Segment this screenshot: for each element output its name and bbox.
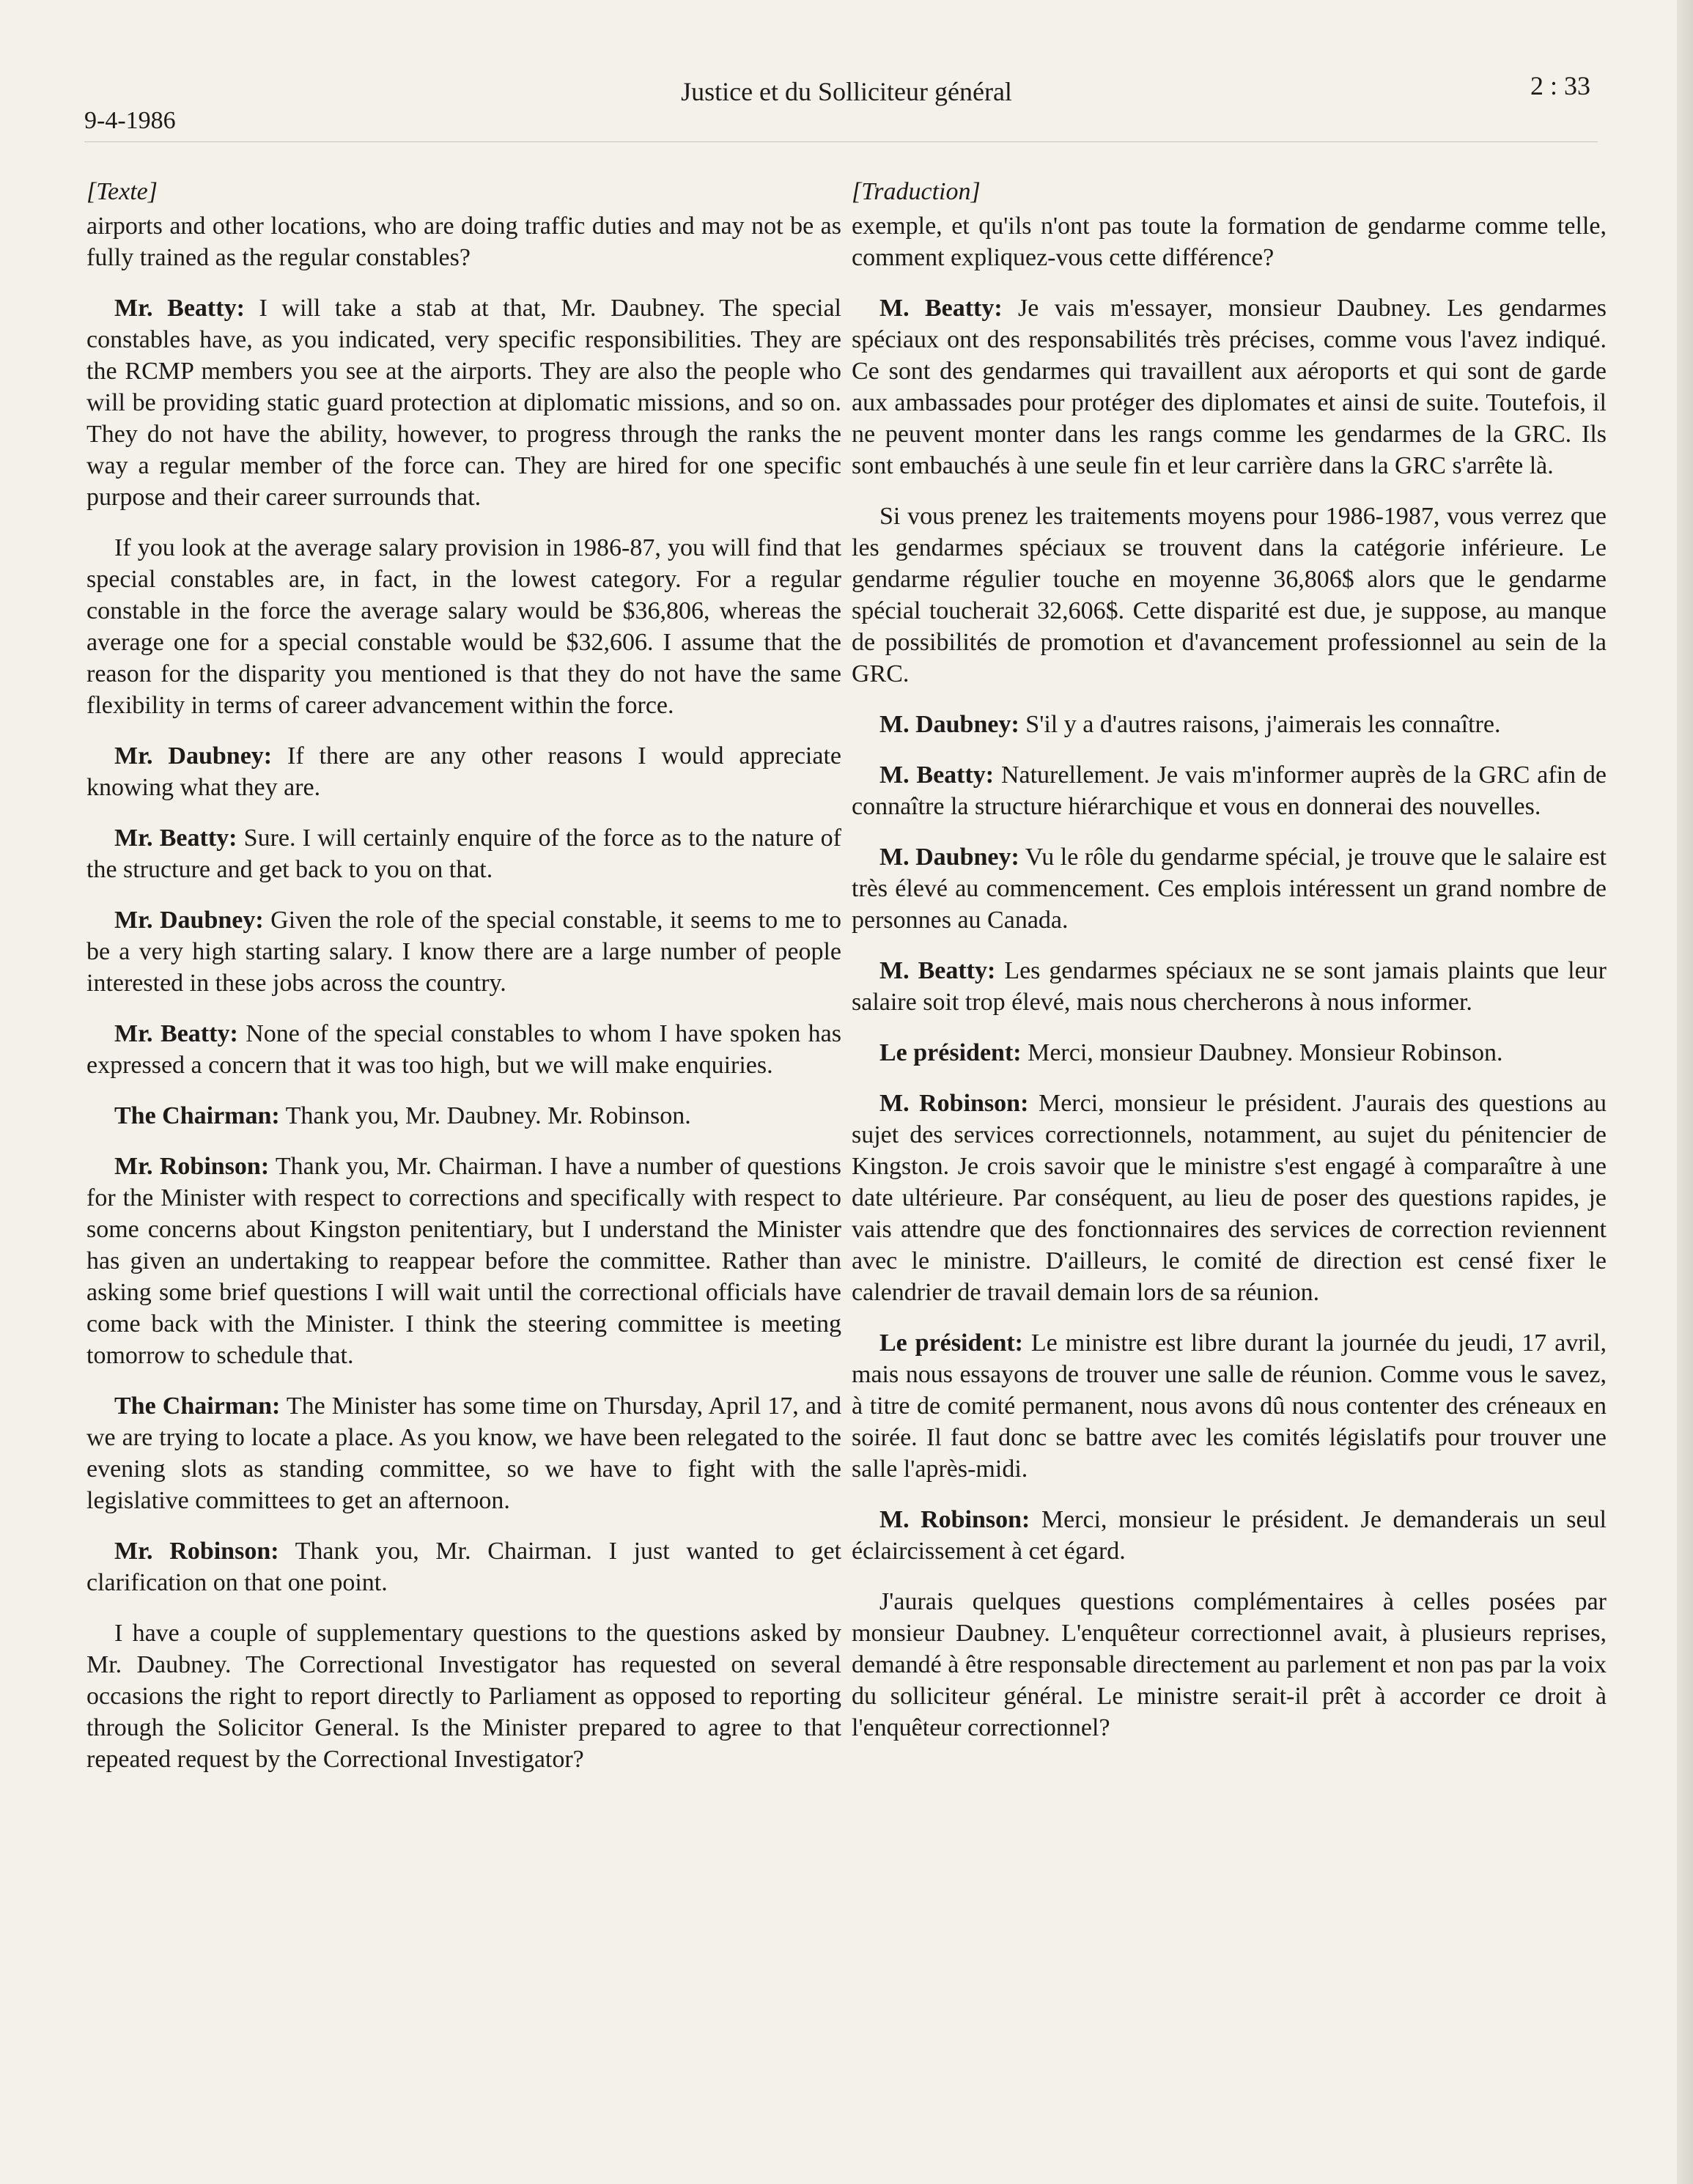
speaker-name: Mr. Beatty: [114, 824, 237, 852]
transcript-paragraph: M. Daubney: S'il y a d'autres raisons, j'aimerais les connaître. [879, 711, 1501, 738]
english-column [86, 176, 841, 1794]
column-label-traduction: [Traduction] [852, 178, 981, 205]
transcript-paragraph: Mr. Beatty: None of the special constables to whom I have spoken has expressed a concern that it was too high, but we will make enquiries. [86, 1020, 842, 1079]
french-column [852, 176, 1607, 1763]
speaker-name: Mr. Beatty: [114, 1020, 238, 1047]
speaker-name: Le président: [879, 1039, 1022, 1066]
transcript-paragraph: Mr. Robinson: Thank you, Mr. Chairman. I just wanted to get clarification on that one point. [86, 1538, 841, 1596]
transcript-paragraph: The Chairman: Thank you, Mr. Daubney. Mr. Robinson. [114, 1102, 691, 1129]
transcript-paragraph: Mr. Robinson: Thank you, Mr. Chairman. I have a number of questions for the Minister with respect to corrections and specifically with respect to some concerns about Kingston penitentiary, but I understand the Minister has given an undertaking to reappear before the committee. Rather than asking some brief questions I will wait until the correctional officials have come back with the Minister. I think the steering committee is meeting tomorrow to schedule that. [86, 1153, 841, 1369]
running-header [0, 70, 1693, 134]
speaker-name: Mr. Robinson: [114, 1153, 270, 1180]
speaker-name: M. Beatty: [879, 295, 1003, 322]
transcript-paragraph: The Chairman: The Minister has some time on Thursday, April 17, and we are trying to locate a place. As you know, we have been relegated to the evening slots as standing committee, so we have to fight with the legislative committees to get an afternoon. [86, 1392, 841, 1514]
column-label-texte: [Texte] [86, 178, 158, 205]
transcript-paragraph: J'aurais quelques questions complémentaires à celles posées par monsieur Daubney. L'enquêteur correctionnel avait, à plusieurs reprises, demandé à être responsable directement au parlement et non pas par la voix du solliciteur général. Le ministre serait-il prêt à accorder ce droit à l'enquêteur correctionnel? [852, 1588, 1607, 1741]
transcript-paragraph: airports and other locations, who are doing traffic duties and may not be as fully trained as the regular constables? [86, 213, 841, 271]
transcript-paragraph: Mr. Beatty: Sure. I will certainly enquire of the force as to the nature of the structure and get back to you on that. [86, 824, 842, 883]
transcript-paragraph: M. Beatty: Naturellement. Je vais m'informer auprès de la GRC afin de connaître la structure hiérarchique et vous en donnerai des nouvelles. [852, 761, 1607, 820]
transcript-paragraph: M. Beatty: Les gendarmes spéciaux ne se sont jamais plaints que leur salaire soit trop élevé, mais nous chercherons à nous informer. [852, 957, 1607, 1016]
transcript-paragraph: M. Beatty: Je vais m'essayer, monsieur Daubney. Les gendarmes spéciaux ont des responsabilités très précises, comme vous l'avez indiqué. Ce sont des gendarmes qui travaillent aux aéroports et qui sont de garde aux ambassades pour protéger des diplomates et ainsi de suite. Toutefois, il ne peuvent monter dans les rangs comme les gendarmes de la GRC. Ils sont embauchés à une seule fin et leur carrière dans la GRC s'arrête là. [852, 295, 1607, 479]
speaker-name: M. Robinson: [879, 1090, 1029, 1117]
speaker-name: Mr. Beatty: [114, 295, 245, 322]
speaker-name: M. Robinson: [879, 1506, 1030, 1533]
header-title: Justice et du Solliciteur général [681, 77, 1012, 106]
speaker-name: Mr. Daubney: [114, 742, 273, 770]
page-number: 2 : 33 [1530, 71, 1590, 100]
transcript-paragraph: exemple, et qu'ils n'ont pas toute la formation de gendarme comme telle, comment expliquez-vous cette différence? [852, 213, 1607, 271]
transcript-paragraph: Si vous prenez les traitements moyens pour 1986-1987, vous verrez que les gendarmes spéciaux se trouvent dans la catégorie inférieure. Le gendarme régulier touche en moyenne 36,806$ alors que le gendarme spécial toucherait 32,606$. Cette disparité est due, je suppose, au manque de possibilités de promotion et d'avancement professionnel au sein de la GRC. [852, 503, 1607, 687]
transcript-paragraph: M. Daubney: Vu le rôle du gendarme spécial, je trouve que le salaire est très élevé au commencement. Ces emplois intéressent un grand nombre de personnes au Canada. [852, 844, 1607, 934]
speaker-name: The Chairman: [114, 1102, 280, 1129]
header-date: 9-4-1986 [84, 107, 176, 134]
speaker-name: M. Daubney: [879, 711, 1019, 738]
speaker-name: Le président: [879, 1329, 1023, 1357]
transcript-paragraph: Mr. Beatty: I will take a stab at that, Mr. Daubney. The special constables have, as you indicated, very specific responsibilities. They are the RCMP members you see at the airports. They are also the people who will be providing static guard protection at diplomatic missions, and so on. They do not have the ability, however, to progress through the ranks the way a regular member of the force can. They are hired for one specific purpose and their career surrounds that. [86, 295, 841, 511]
header-rule [84, 141, 1598, 142]
speaker-name: M. Beatty: [879, 957, 996, 984]
speaker-name: M. Beatty: [879, 761, 995, 789]
transcript-paragraph: If you look at the average salary provision in 1986-87, you will find that special constables are, in fact, in the lowest category. For a regular constable in the force the average salary would be $36,806, whereas the average one for a special constable would be $32,606. I assume that the reason for the disparity you mentioned is that they do not have the same flexibility in terms of career advancement within the force. [86, 534, 841, 719]
speaker-name: The Chairman: [114, 1392, 281, 1420]
speaker-name: Mr. Daubney: [114, 907, 264, 934]
speaker-name: Mr. Robinson: [114, 1538, 279, 1565]
page-edge-shadow [1677, 0, 1693, 2184]
transcript-paragraph: Le président: Le ministre est libre durant la journée du jeudi, 17 avril, mais nous essayons de trouver une salle de réunion. Comme vous le savez, à titre de comité permanent, nous avons dû nous contenter des créneaux en soirée. Il faut donc se battre avec les comités législatifs pour trouver une salle l'après-midi. [852, 1329, 1607, 1483]
transcript-paragraph: Le président: Merci, monsieur Daubney. Monsieur Robinson. [879, 1039, 1503, 1066]
transcript-paragraph: M. Robinson: Merci, monsieur le président. Je demanderais un seul éclaircissement à cet égard. [852, 1506, 1607, 1565]
transcript-paragraph: I have a couple of supplementary questions to the questions asked by Mr. Daubney. The Correctional Investigator has requested on several occasions the right to report directly to Parliament as opposed to reporting through the Solicitor General. Is the Minister prepared to agree to that repeated request by the Correctional Investigator? [86, 1620, 841, 1773]
transcript-paragraph: Mr. Daubney: If there are any other reasons I would appreciate knowing what they are. [86, 742, 841, 801]
transcript-paragraph: Mr. Daubney: Given the role of the special constable, it seems to me to be a very high starting salary. I know there are a large number of people interested in these jobs across the country. [86, 907, 841, 997]
speaker-name: M. Daubney: [879, 844, 1019, 871]
transcript-paragraph: M. Robinson: Merci, monsieur le président. J'aurais des questions au sujet des services correctionnels, notamment, au sujet du pénitencier de Kingston. Je crois savoir que le ministre s'est engagé à comparaître à une date ultérieure. Par conséquent, au lieu de poser des questions rapides, je vais attendre que des fonctionnaires des services de correction reviennent avec le ministre. D'ailleurs, le comité de direction est censé fixer le calendrier de travail demain lors de sa réunion. [852, 1090, 1607, 1306]
